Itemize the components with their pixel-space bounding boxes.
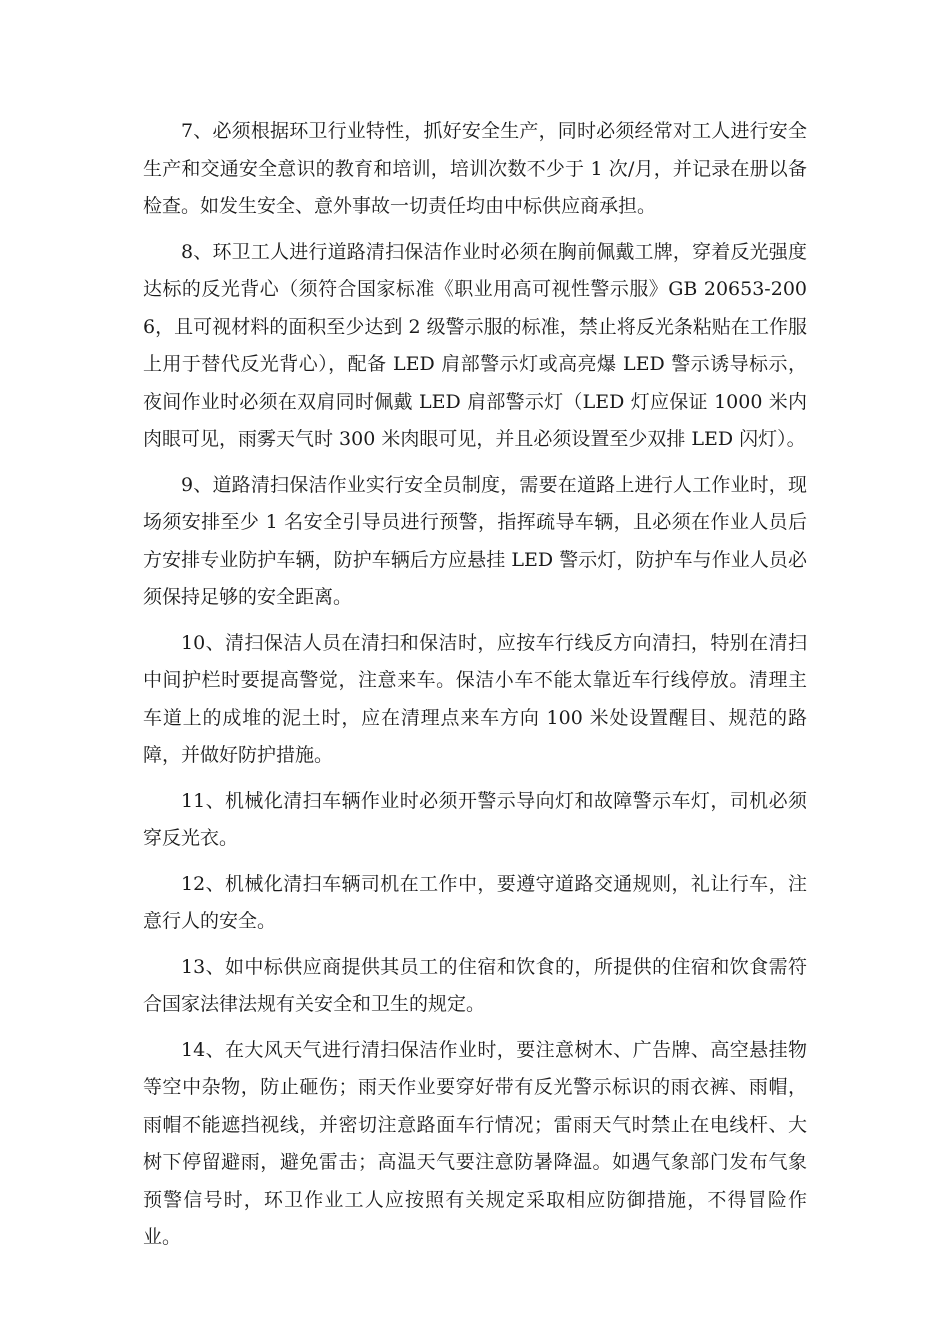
document-body <box>143 113 807 1265</box>
paragraph-11: 11、机械化清扫车辆作业时必须开警示导向灯和故障警示车灯，司机必须穿反光衣。 <box>143 789 807 849</box>
paragraph-14: 14、在大风天气进行清扫保洁作业时，要注意树木、广告牌、高空悬挂物等空中杂物，防止砸伤；雨天作业要穿好带有反光警示标识的雨衣裤、雨帽，雨帽不能遮挡视线，并密切注意路面车行情况；雷雨天气时禁止在电线杆、大树下停留避雨，避免雷击；高温天气要注意防暑降温。如遇气象部门发布气象预警信号时，环卫作业工人应按照有关规定采取相应防御措施，不得冒险作业。 <box>143 1038 807 1248</box>
paragraph-9: 9、道路清扫保洁作业实行安全员制度，需要在道路上进行人工作业时，现场须安排至少 1 名安全引导员进行预警，指挥疏导车辆，且必须在作业人员后方安排专业防护车辆，防护车辆后方应悬挂 LED 警示灯，防护车与作业人员必须保持足够的安全距离。 <box>143 473 807 608</box>
paragraph-13: 13、如中标供应商提供其员工的住宿和饮食的，所提供的住宿和饮食需符合国家法律法规有关安全和卫生的规定。 <box>143 955 807 1015</box>
paragraph-8: 8、环卫工人进行道路清扫保洁作业时必须在胸前佩戴工牌，穿着反光强度达标的反光背心（须符合国家标准《职业用高可视性警示服》GB 20653-2006，且可视材料的面积至少达到 2 级警示服的标准，禁止将反光条粘贴在工作服上用于替代反光背心），配备 LED 肩部警示灯或高亮爆 LED 警示诱导标示，夜间作业时必须在双肩同时佩戴 LED 肩部警示灯（LED 灯应保证 1000 米内肉眼可见，雨雾天气时 300 米肉眼可见，并且必须设置至少双排 LED 闪灯）。 <box>143 240 807 450</box>
paragraph-10: 10、清扫保洁人员在清扫和保洁时，应按车行线反方向清扫，特别在清扫中间护栏时要提高警觉，注意来车。保洁小车不能太靠近车行线停放。清理主车道上的成堆的泥土时，应在清理点来车方向 100 米处设置醒目、规范的路障，并做好防护措施。 <box>143 631 807 766</box>
paragraph-7: 7、必须根据环卫行业特性，抓好安全生产，同时必须经常对工人进行安全生产和交通安全意识的教育和培训，培训次数不少于 1 次/月，并记录在册以备检查。如发生安全、意外事故一切责任均由中标供应商承担。 <box>143 120 807 217</box>
paragraph-12: 12、机械化清扫车辆司机在工作中，要遵守道路交通规则，礼让行车，注意行人的安全。 <box>143 872 807 932</box>
